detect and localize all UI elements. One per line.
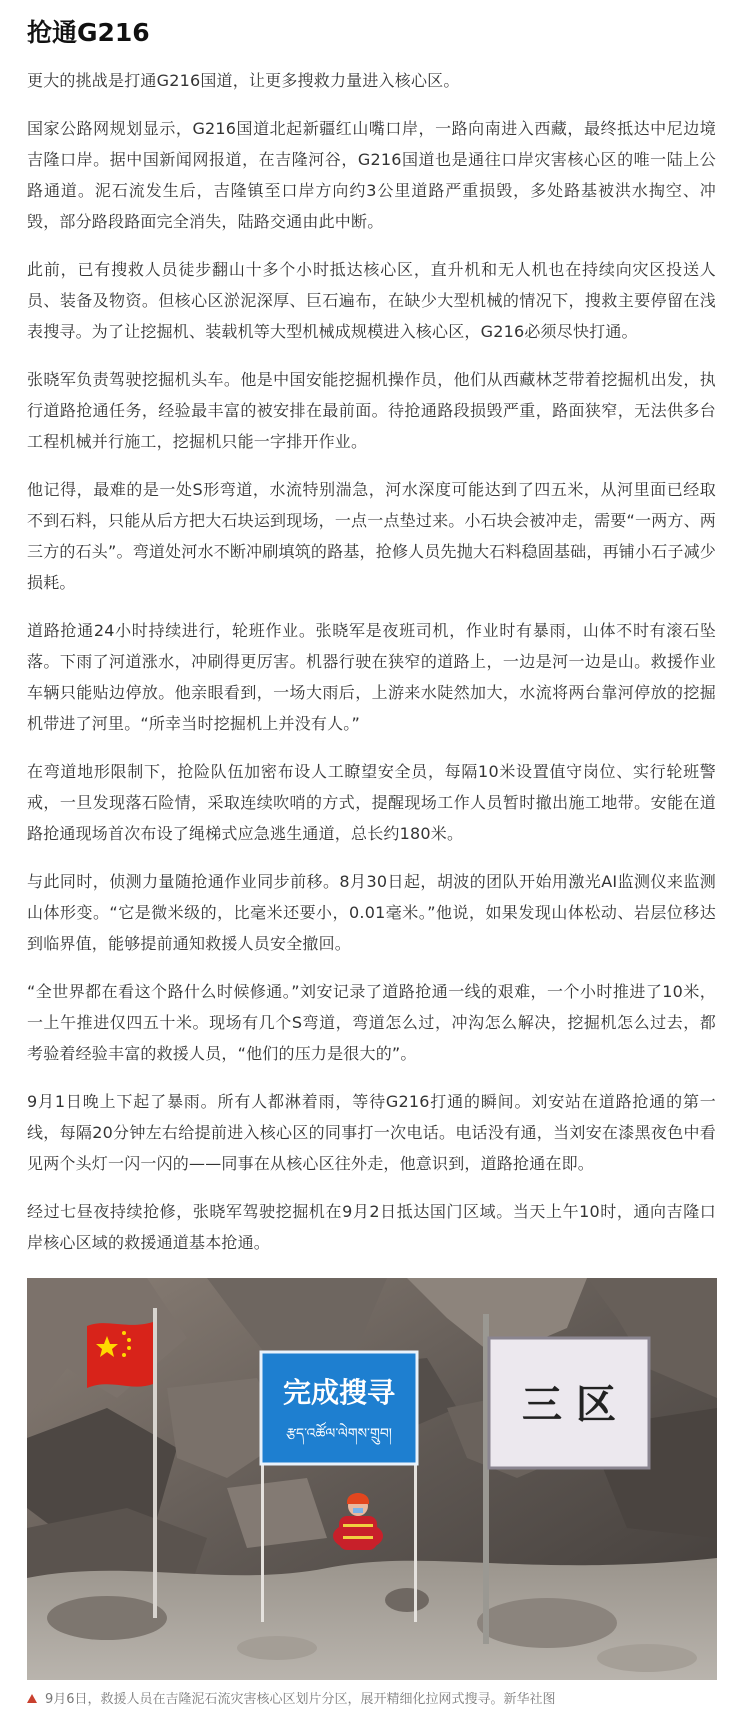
paragraph: 张晓军负责驾驶挖掘机头车。他是中国安能挖掘机操作员，他们从西藏林芝带着挖掘机出发，执行道路抢通任务，经验最丰富的被安排在最前面。待抢通路段损毁严重，路面狭窄，无法供多台工程机械并行施工，挖掘机只能一字排开作业。	[27, 370, 716, 451]
article-body	[27, 65, 716, 1258]
paragraph: 他记得，最难的是一处S形弯道，水流特别湍急，河水深度可能达到了四五米，从河里面已经取不到石料，只能从后方把大石块运到现场，一点一点垫过来。小石块会被冲走，需要“一两方、两三方的石头”。弯道处河水不断冲刷填筑的路基，抢修人员先抛大石料稳固基础，再铺小石子减少损耗。	[27, 480, 716, 592]
sign-white-text: 三 区	[522, 1382, 616, 1428]
paragraph: “全世界都在看这个路什么时候修通。”刘安记录了道路抢通一线的艰难，一个小时推进了10米，一上午推进仅四五十米。现场有几个S弯道，弯道怎么过，冲沟怎么解决，挖掘机怎么过去，都考验着经验丰富的救援人员，“他们的压力是很大的”。	[27, 982, 716, 1063]
sign-blue-text: 完成搜寻	[282, 1376, 396, 1409]
paragraph: 国家公路网规划显示，G216国道北起新疆红山嘴口岸，一路向南进入西藏，最终抵达中尼边境吉隆口岸。据中国新闻网报道，在吉隆河谷，G216国道也是通往口岸灾害核心区的唯一陆上公路通道。泥石流发生后，吉隆镇至口岸方向约3公里道路严重损毁，多处路基被洪水掏空、冲毁，部分路段路面完全消失，陆路交通由此中断。	[27, 119, 716, 231]
caption-triangle-icon	[27, 1694, 37, 1703]
paragraph: 更大的挑战是打通G216国道，让更多搜救力量进入核心区。	[27, 71, 460, 90]
paragraph: 经过七昼夜持续抢修，张晓军驾驶挖掘机在9月2日抵达国门区域。当天上午10时，通向吉隆口岸核心区域的救援通道基本抢通。	[27, 1202, 716, 1252]
caption-text: 9月6日，救援人员在吉隆泥石流灾害核心区划片分区，展开精细化拉网式搜寻。新华社图	[45, 1692, 556, 1707]
article-title: 抢通G216	[27, 18, 150, 47]
sign-blue-subtext: རྩད་འཚོལ་ལེགས་གྲུབ།	[286, 1426, 392, 1442]
paragraph: 与此同时，侦测力量随抢通作业同步前移。8月30日起，胡波的团队开始用激光AI监测仪来监测山体形变。“它是微米级的，比毫米还要小，0.01毫米。”他说，如果发现山体松动、岩层位移达到临界值，能够提前通知救援人员安全撤回。	[27, 872, 716, 953]
paragraph: 9月1日晚上下起了暴雨。所有人都淋着雨，等待G216打通的瞬间。刘安站在道路抢通的第一线，每隔20分钟左右给提前进入核心区的同事打一次电话。电话没有通，当刘安在漆黑夜色中看见两个头灯一闪一闪的——同事在从核心区往外走，他意识到，道路抢通在即。	[27, 1092, 716, 1173]
paragraph: 此前，已有搜救人员徒步翻山十多个小时抵达核心区，直升机和无人机也在持续向灾区投送人员、装备及物资。但核心区淤泥深厚、巨石遍布，在缺少大型机械的情况下，搜救主要停留在浅表搜寻。为了让挖掘机、装载机等大型机械成规模进入核心区，G216必须尽快打通。	[27, 260, 716, 341]
news-photo	[27, 1278, 717, 1680]
paragraph: 道路抢通24小时持续进行，轮班作业。张晓军是夜班司机，作业时有暴雨，山体不时有滚石坠落。下雨了河道涨水，冲刷得更厉害。机器行驶在狭窄的道路上，一边是河一边是山。救援作业车辆只能贴边停放。他亲眼看到，一场大雨后，上游来水陡然加大，水流将两台靠河停放的挖掘机带进了河里。“所幸当时挖掘机上并没有人。”	[27, 621, 716, 733]
photo-caption	[27, 1690, 717, 1710]
paragraph: 在弯道地形限制下，抢险队伍加密布设人工瞭望安全员，每隔10米设置值守岗位、实行轮班警戒，一旦发现落石险情，采取连续吹哨的方式，提醒现场工作人员暂时撤出施工地带。安能在道路抢通现场首次布设了绳梯式应急逃生通道，总长约180米。	[27, 762, 716, 843]
